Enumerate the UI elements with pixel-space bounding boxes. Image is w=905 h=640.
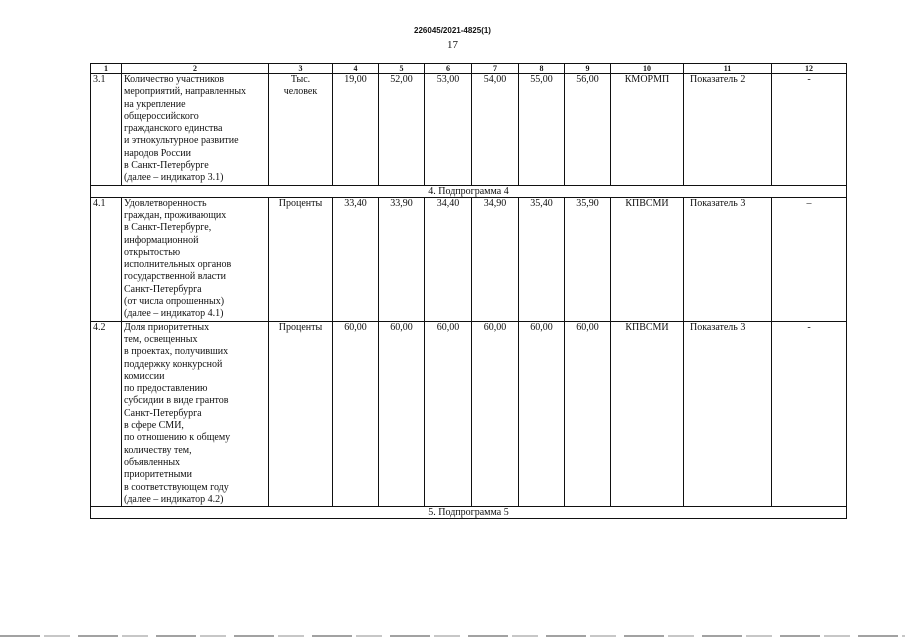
value-cell: 34,90 <box>472 197 519 321</box>
table-row <box>91 321 847 506</box>
executor-cell: КМОРМП <box>611 74 684 186</box>
column-number: 11 <box>684 64 772 74</box>
indicator-name <box>122 74 269 186</box>
indicator-name-line: приоритетными <box>124 469 192 481</box>
unit-text: Тыс. <box>290 74 311 85</box>
indicator-name-line: комиссии <box>124 370 165 382</box>
column-number: 6 <box>425 64 472 74</box>
note-cell: - <box>772 321 847 506</box>
value-cell: 19,00 <box>333 74 379 186</box>
indicator-name-line: информационной <box>124 234 199 246</box>
executor-cell: КПВСМИ <box>611 197 684 321</box>
indicator-name-line: (далее – индикатор 3.1) <box>124 172 224 184</box>
table-row <box>91 197 847 321</box>
indicator-name-line: количеству тем, <box>124 444 192 456</box>
value-cell: 34,40 <box>425 197 472 321</box>
value-cell: 60,00 <box>425 321 472 506</box>
section-title: 4. Подпрограмма 4 <box>91 185 847 197</box>
executor-cell: КПВСМИ <box>611 321 684 506</box>
indicator-ref-cell: Показатель 3 <box>684 321 772 506</box>
column-number: 8 <box>519 64 565 74</box>
section-title: 5. Подпрограмма 5 <box>91 507 847 519</box>
indicator-name-line: в соответствующем году <box>124 481 229 493</box>
value-cell: 53,00 <box>425 74 472 186</box>
value-cell: 52,00 <box>379 74 425 186</box>
indicators-table <box>90 63 847 519</box>
value-cell: 60,00 <box>565 321 611 506</box>
unit-cell <box>269 74 333 186</box>
indicator-name-line: Санкт-Петербурга <box>124 407 202 419</box>
row-number: 3.1 <box>91 74 122 186</box>
indicator-name <box>122 321 269 506</box>
scan-artifact <box>0 635 905 637</box>
indicator-name-line: мероприятий, направленных <box>124 86 247 98</box>
note-cell: - <box>772 74 847 186</box>
indicator-name-line: субсидии в виде грантов <box>124 395 229 407</box>
unit-text: Проценты <box>278 197 323 209</box>
indicator-name-line: открытостью <box>124 246 181 258</box>
value-cell: 60,00 <box>519 321 565 506</box>
unit-cell <box>269 321 333 506</box>
value-cell: 55,00 <box>519 74 565 186</box>
indicator-name-line: (далее – индикатор 4.1) <box>124 308 224 320</box>
section-row <box>91 507 847 519</box>
indicator-name-line: Санкт-Петербурга <box>124 283 202 295</box>
indicator-name-line: объявленных <box>124 456 181 468</box>
unit-text: человек <box>283 86 318 98</box>
indicator-name-line: народов России <box>124 147 191 159</box>
column-number: 3 <box>269 64 333 74</box>
unit-text: Проценты <box>278 321 323 333</box>
indicator-name-line: в сфере СМИ, <box>124 420 184 432</box>
document-id: 226045/2021-4825(1) <box>414 26 491 35</box>
value-cell: 54,00 <box>472 74 519 186</box>
table-row <box>91 74 847 186</box>
indicator-name-line: в проектах, получивших <box>124 346 229 358</box>
value-cell: 60,00 <box>379 321 425 506</box>
value-cell: 35,90 <box>565 197 611 321</box>
column-number: 4 <box>333 64 379 74</box>
value-cell: 60,00 <box>472 321 519 506</box>
indicator-ref-cell: Показатель 3 <box>684 197 772 321</box>
indicator-name-line: по предоставлению <box>124 383 208 395</box>
section-row <box>91 185 847 197</box>
indicator-name-line: в Санкт-Петербурге, <box>124 222 212 234</box>
column-number: 10 <box>611 64 684 74</box>
indicator-name-line: Доля приоритетных <box>124 321 210 333</box>
column-number: 12 <box>772 64 847 74</box>
indicator-name-line: Удовлетворенность <box>124 197 207 209</box>
column-number: 5 <box>379 64 425 74</box>
value-cell: 60,00 <box>333 321 379 506</box>
value-cell: 33,40 <box>333 197 379 321</box>
indicator-name-line: на укрепление <box>124 98 186 110</box>
column-number: 7 <box>472 64 519 74</box>
indicator-name-line: исполнительных органов <box>124 259 232 271</box>
page-number: 17 <box>447 39 458 51</box>
indicator-name-line: Количество участников <box>124 74 225 85</box>
row-number: 4.2 <box>91 321 122 506</box>
indicator-name-line: гражданского единства <box>124 123 223 135</box>
row-number: 4.1 <box>91 197 122 321</box>
indicator-name-line: (далее – индикатор 4.2) <box>124 493 224 505</box>
indicator-name-line: (от числа опрошенных) <box>124 296 225 308</box>
note-cell: – <box>772 197 847 321</box>
table-header-row <box>91 64 847 74</box>
value-cell: 56,00 <box>565 74 611 186</box>
value-cell: 35,40 <box>519 197 565 321</box>
indicator-name-line: по отношению к общему <box>124 432 231 444</box>
indicator-name-line: тем, освещенных <box>124 333 198 345</box>
indicator-ref-cell: Показатель 2 <box>684 74 772 186</box>
column-number: 9 <box>565 64 611 74</box>
column-number: 1 <box>91 64 122 74</box>
column-number: 2 <box>122 64 269 74</box>
indicator-name-line: общероссийского <box>124 110 199 122</box>
indicator-name-line: поддержку конкурсной <box>124 358 223 370</box>
indicator-name-line: граждан, проживающих <box>124 209 227 221</box>
value-cell: 33,90 <box>379 197 425 321</box>
indicator-name-line: государственной власти <box>124 271 226 283</box>
indicator-name-line: и этнокультурное развитие <box>124 135 239 147</box>
indicator-name-line: в Санкт-Петербурге <box>124 160 209 172</box>
unit-cell <box>269 197 333 321</box>
indicator-name <box>122 197 269 321</box>
